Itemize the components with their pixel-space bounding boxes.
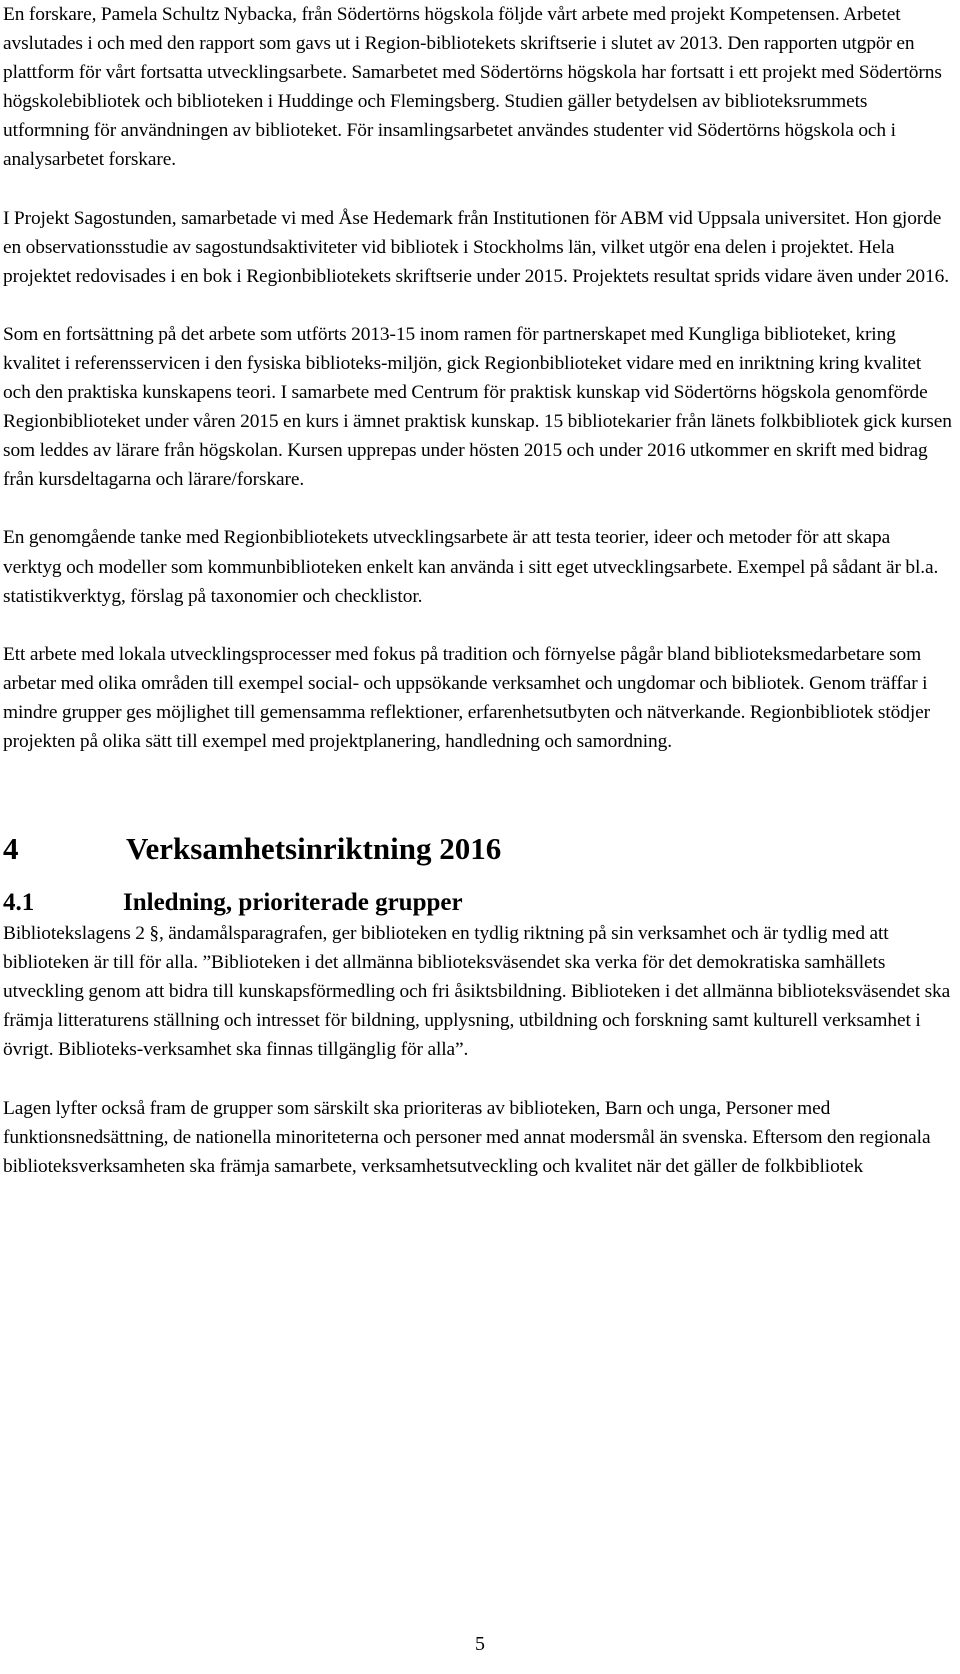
paragraph-spacer [3,175,953,204]
paragraph-spacer [3,1065,953,1094]
paragraph-sagostunden-project: I Projekt Sagostunden, samarbetade vi med Åse Hedemark från Institutionen för ABM vid Uppsala universitet. Hon gjorde en observationsstudie av sagostundsaktiviteter vid bibliotek i Stockholms län, vilket utgör ena delen i projektet. Hela projektet redovisades i en bok i Regionbibliotekets skriftserie under 2015. Projektets resultat sprids vidare även under 2016. [3,207,949,287]
heading-spacer [3,869,953,886]
subsection-title: Inledning, prioriterade grupper [123,889,463,917]
subsection-number: 4.1 [3,889,35,917]
paragraph-spacer [3,494,953,523]
section-title: Verksamhetsinriktning 2016 [126,831,502,867]
paragraph-spacer [3,291,953,320]
subsection-heading [3,886,953,919]
section-number: 4 [3,831,19,867]
paragraph-spacer [3,611,953,640]
page-content [3,0,953,1181]
paragraph-library-law: Bibliotekslagens 2 §, ändamålsparagrafen, ger biblioteken en tydlig riktning på sin verksamhet och är tydlig med att biblioteken är till för alla. ”Biblioteken i det allmänna biblioteksväsendet ska verka för det demokratiska samhällets utveckling genom att bidra till kunskapsförmedling och fri åsiktsbildning. Biblioteken i det allmänna biblioteksväsendet ska främja litteraturens ställning och intresset för bildning, upplysning, utbildning och forskning samt kulturell verksamhet i övrigt. Biblioteks-verksamhet ska finnas tillgänglig för alla”. [3,923,951,1061]
paragraph-development-tools: En genomgående tanke med Regionbibliotekets utvecklingsarbete är att testa teorier, ideer och metoder för att skapa verktyg och modeller som kommunbiblioteken enkelt kan använda i sitt eget utvecklingsarbete. Exempel på sådant är bl.a. statistikverktyg, förslag på taxonomier och checklistor. [3,527,939,607]
paragraph-practical-knowledge-course: Som en fortsättning på det arbete som utförts 2013-15 inom ramen för partnerskapet med Kungliga biblioteket, kring kvalitet i referensservicen i den fysiska biblioteks-miljön, gick Regionbiblioteket vidare med en inriktning kring kvalitet och den praktiska kunskapens teori. I samarbete med Centrum för praktisk kunskap vid Södertörns högskola genomförde Regionbiblioteket under våren 2015 en kurs i ämnet praktisk kunskap. 15 bibliotekarier från länets folkbibliotek gick kursen som leddes av lärare från högskolan. Kursen upprepas under hösten 2015 och under 2016 utkommer en skrift med bidrag från kursdeltagarna och lärare/forskare. [3,323,952,491]
section-heading [3,829,953,869]
paragraph-research-collaboration: En forskare, Pamela Schultz Nybacka, från Södertörns högskola följde vårt arbete med projekt Kompetensen. Arbetet avslutades i och med den rapport som gavs ut i Region-bibliotekets skriftserie i slutet av 2013. Den rapporten utgpör en plattform för vårt fortsatta utvecklingsarbete. Samarbetet med Södertörns högskola har fortsatt i ett projekt med Södertörns högskolebibliotek och biblioteken i Huddinge och Flemingsberg. Studien gäller betydelsen av biblioteksrummets utformning för användningen av biblioteket. För insamlingsarbetet användes studenter vid Södertörns högskola och i analysarbetet forskare. [3,4,942,171]
paragraph-priority-groups: Lagen lyfter också fram de grupper som särskilt ska prioriteras av biblioteken, Barn och unga, Personer med funktionsnedsättning, de nationella minoriteterna och personer med annat modersmål än svenska. Eftersom den regionala biblioteksverksamheten ska främja samarbete, verksamhetsutveckling och kvalitet när det gäller de folkbibliotek [3,1097,931,1177]
paragraph-local-development-processes: Ett arbete med lokala utvecklingsprocesser med fokus på tradition och förnyelse pågår bland biblioteksmedarbetare som arbetar med olika områden till exempel social- och uppsökande verksamhet och ungdomar och bibliotek. Genom träffar i mindre grupper ges möjlighet till gemensamma reflektioner, erfarenhetsutbyten och nätverkande. Regionbibliotek stödjer projekten på olika sätt till exempel med projektplanering, handledning och samordning. [3,643,930,752]
page-number: 5 [475,1633,485,1655]
section-spacer [3,756,953,829]
